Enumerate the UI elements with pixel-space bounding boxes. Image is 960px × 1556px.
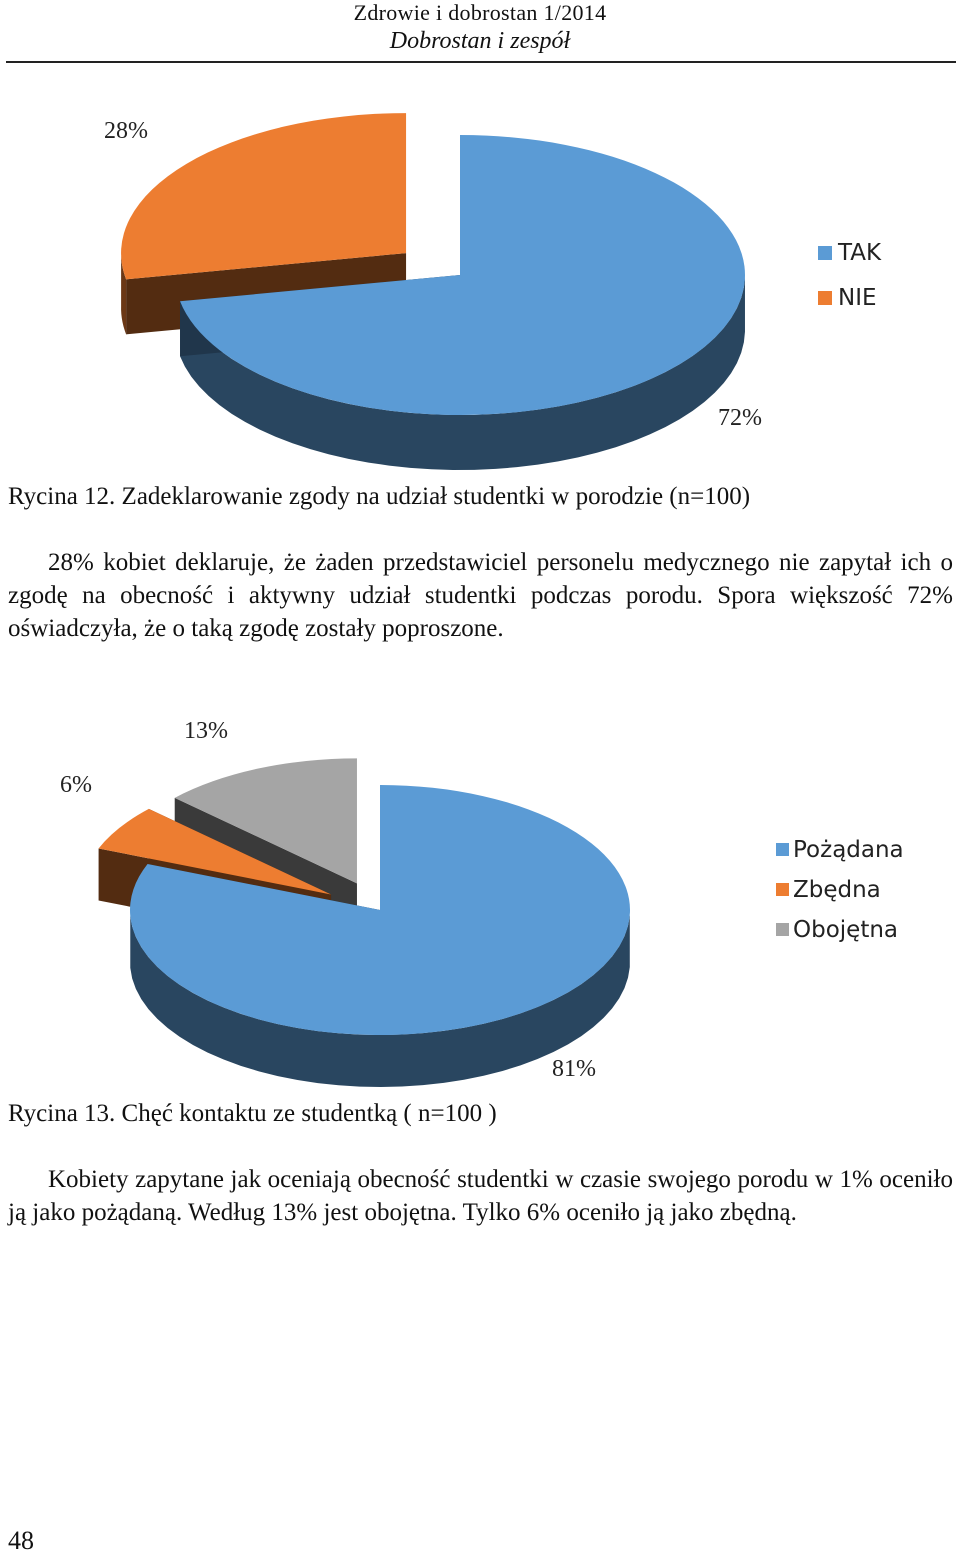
- figure-12-chart: [0, 70, 960, 480]
- paragraph-1-text: 28% kobiet deklaruje, że żaden przedstawiciel personelu medycznego nie zapytał ich o zgodę na obecność i aktywny udział studentki podczas porodu. Spora większość 72% oświadczyła, że o taką zgodę zostały poproszone.: [8, 549, 953, 642]
- data-label-zbedna: 6%: [60, 772, 92, 798]
- journal-title: Zdrowie i dobrostan 1/2014: [353, 0, 607, 25]
- data-label-pozadana: 81%: [552, 1056, 596, 1082]
- legend-swatch-obojetna: [776, 923, 789, 936]
- legend-label-pozadana: Pożądana: [793, 837, 904, 863]
- legend-swatch-tak: [818, 246, 832, 260]
- legend-label-obojetna: Obojętna: [793, 917, 899, 943]
- paragraph-2-text: Kobiety zapytane jak oceniają obecność studentki w czasie swojego porodu w 1% oceniło ją jako pożądaną. Według 13% jest obojętna. Tylko 6% oceniło ją jako zbędną.: [8, 1166, 953, 1226]
- paragraph-1: [8, 546, 953, 645]
- section-title: Dobrostan i zespół: [389, 28, 571, 54]
- pie-slice-nie: [121, 113, 406, 279]
- running-header: [0, 0, 960, 56]
- data-label-obojetna: 13%: [184, 718, 228, 744]
- data-label-nie: 28%: [104, 118, 148, 144]
- page-number: 48: [8, 1526, 34, 1555]
- legend-swatch-nie: [818, 291, 832, 305]
- legend-label-zbedna: Zbędna: [793, 877, 881, 903]
- header-rule: [6, 61, 956, 63]
- legend-label-nie: NIE: [838, 285, 877, 311]
- legend-swatch-zbedna: [776, 883, 789, 896]
- figure-13-chart: [0, 700, 960, 1090]
- figure-13-caption: Rycina 13. Chęć kontaktu ze studentką ( n=100 ): [8, 1100, 497, 1127]
- legend-swatch-pozadana: [776, 843, 789, 856]
- figure-12-caption: Rycina 12. Zadeklarowanie zgody na udział studentki w porodzie (n=100): [8, 483, 751, 510]
- data-label-tak: 72%: [718, 405, 762, 431]
- legend-label-tak: TAK: [838, 240, 882, 266]
- paragraph-2: [8, 1163, 953, 1229]
